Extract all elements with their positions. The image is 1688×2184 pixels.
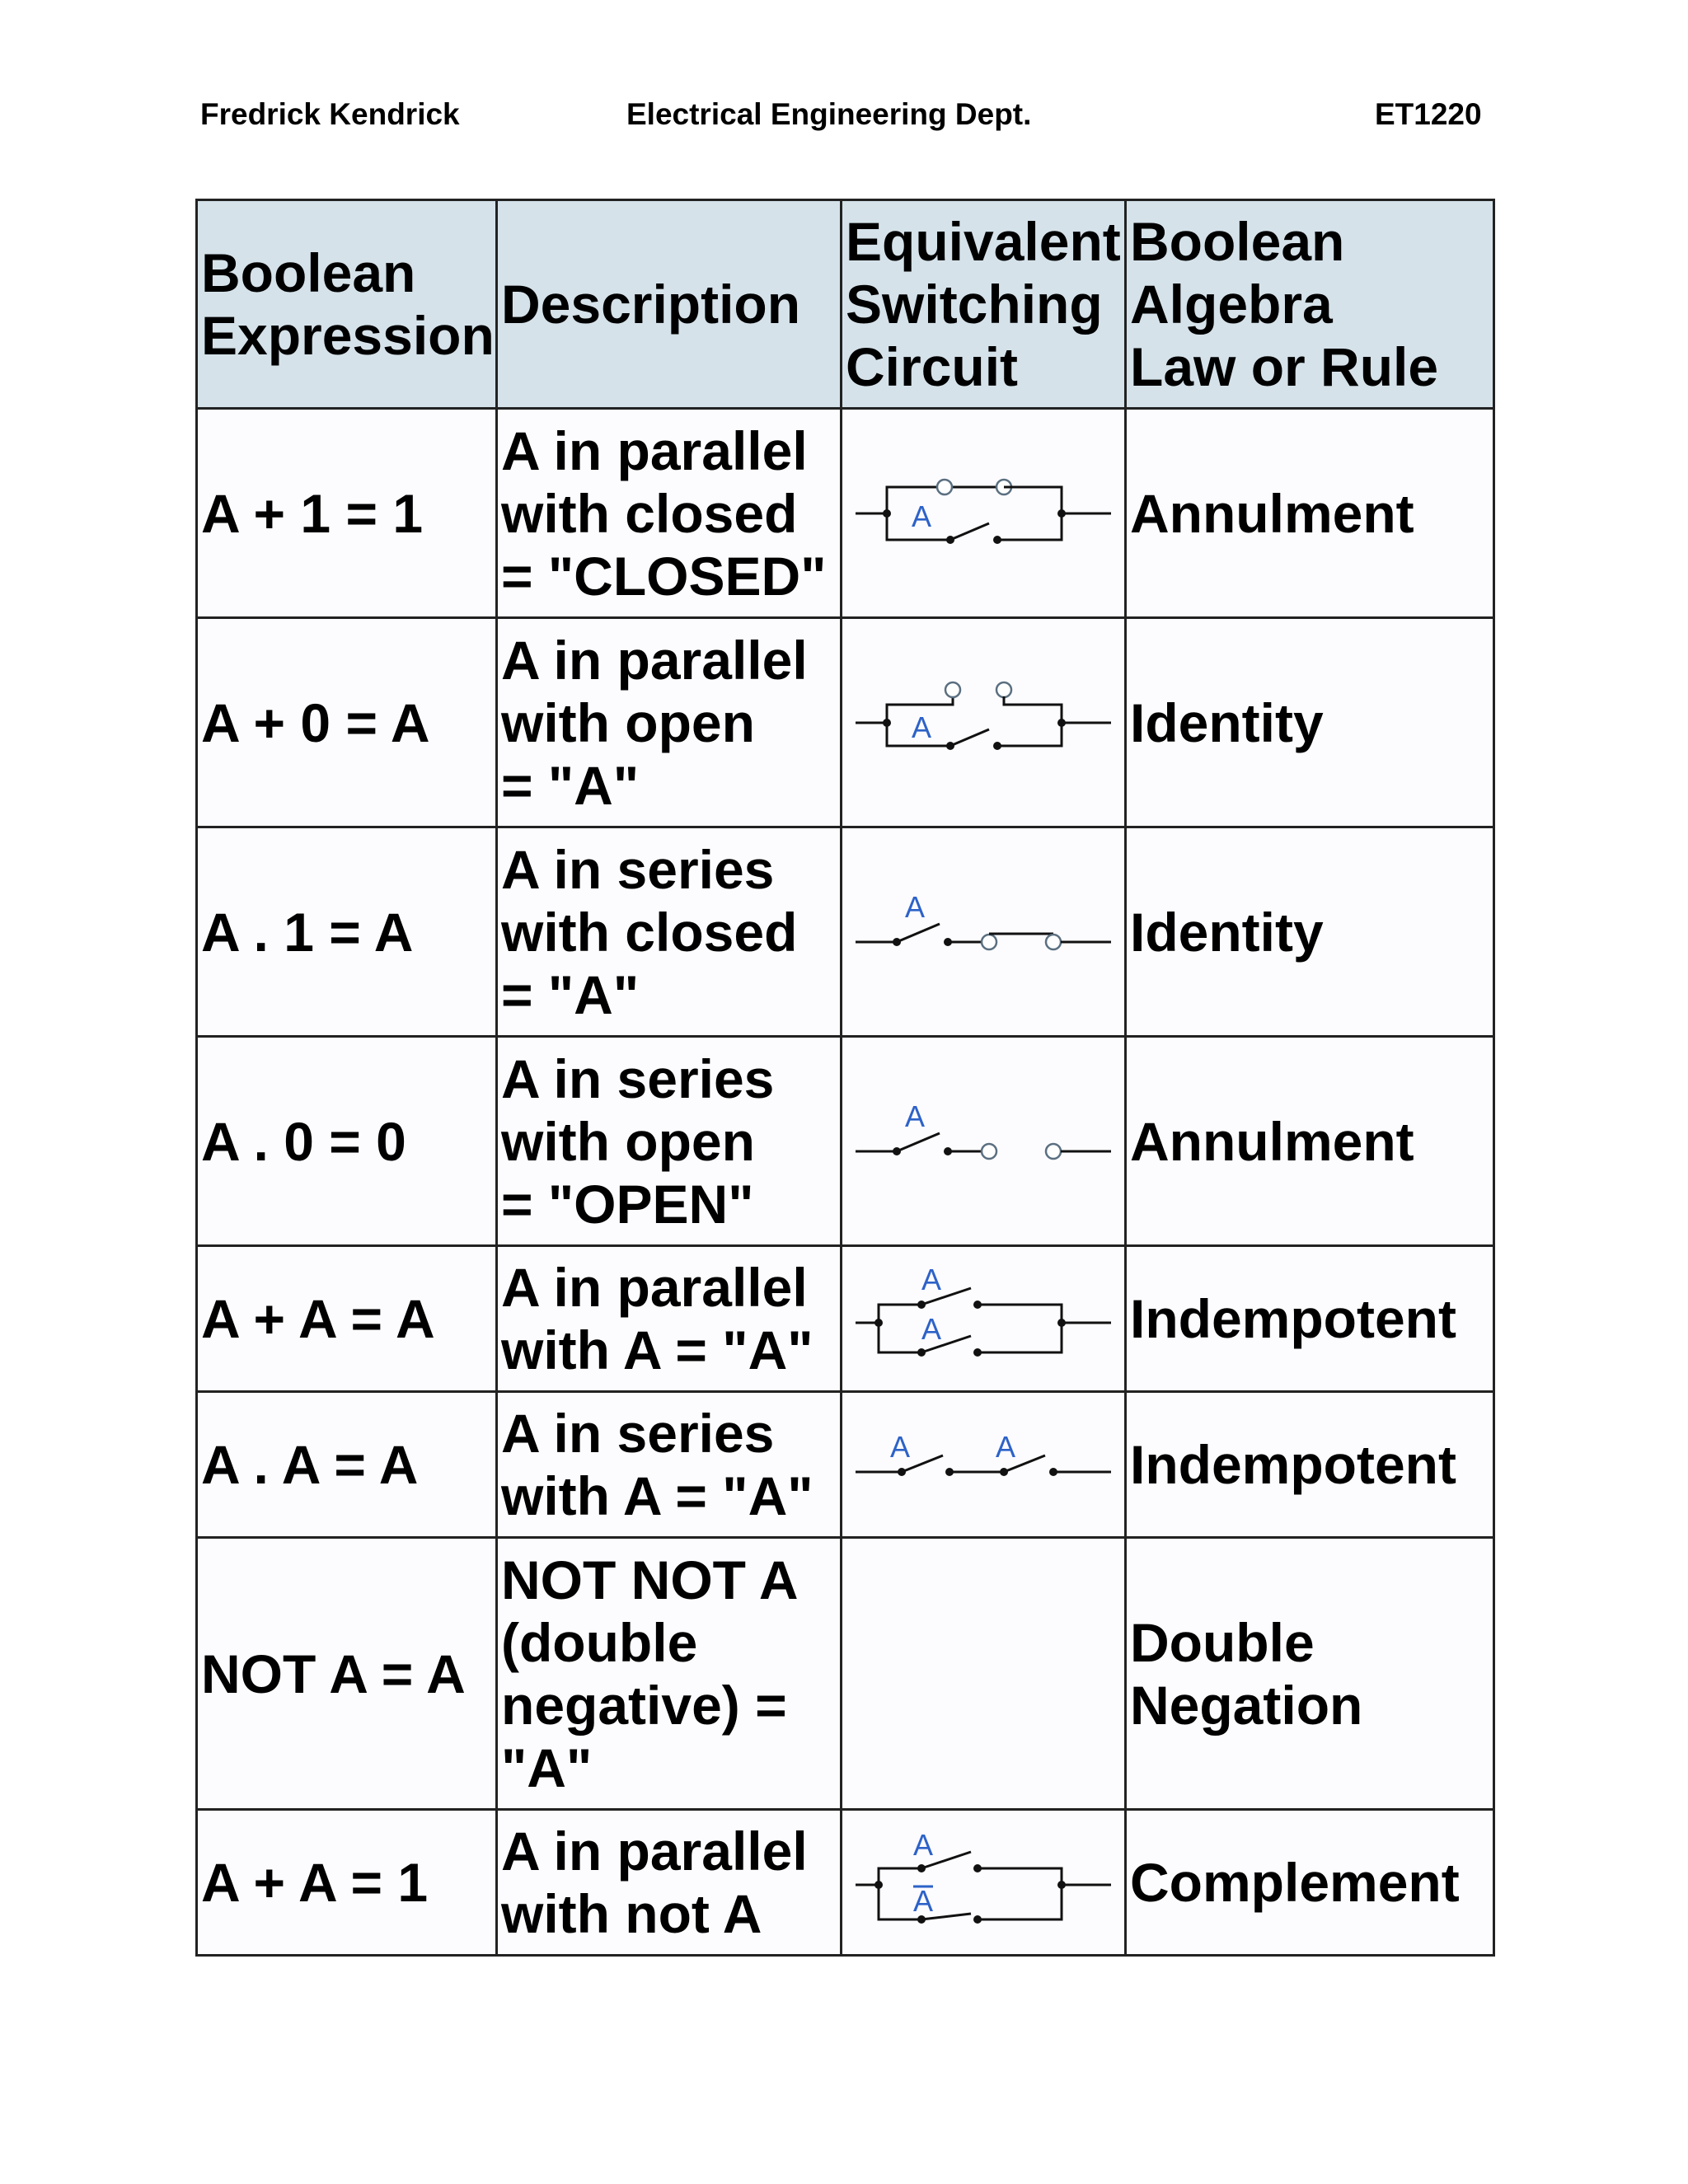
table-header-row xyxy=(197,200,1494,409)
column-header-law: Boolean Algebra Law or Rule xyxy=(1126,200,1494,409)
parallel-closed-circuit-diagram xyxy=(847,448,1119,579)
description-cell: A in series with open = "OPEN" xyxy=(497,1037,842,1246)
series-open-circuit-diagram xyxy=(847,1076,1119,1207)
circuit-cell xyxy=(842,827,1126,1037)
description-cell: A in series with A = "A" xyxy=(497,1392,842,1538)
expression-cell: A . 0 = 0 xyxy=(197,1037,497,1246)
switch-label: A xyxy=(890,1430,911,1464)
expression-cell: A + A = 1 xyxy=(197,1810,497,1956)
description-cell: NOT NOT A (double negative) = "A" xyxy=(497,1538,842,1810)
table-row xyxy=(197,827,1494,1037)
column-header-description: Description xyxy=(497,200,842,409)
law-cell: Double Negation xyxy=(1126,1538,1494,1810)
switch-label: A xyxy=(913,1828,934,1862)
switch-label: A xyxy=(921,1263,942,1296)
parallel-AA-circuit-diagram xyxy=(847,1257,1119,1380)
circuit-cell xyxy=(842,1810,1126,1956)
law-cell: Indempotent xyxy=(1126,1246,1494,1392)
circuit-cell-empty xyxy=(842,1538,1126,1810)
description-cell: A in series with closed = "A" xyxy=(497,827,842,1037)
header-department: Electrical Engineering Dept. xyxy=(626,97,1032,131)
description-cell: A in parallel with A = "A" xyxy=(497,1246,842,1392)
expression-cell: A . A = A xyxy=(197,1392,497,1538)
column-header-circuit: Equivalent Switching Circuit xyxy=(842,200,1126,409)
switch-label: A xyxy=(905,1099,926,1133)
parallel-A-notA-circuit-diagram xyxy=(847,1821,1119,1944)
circuit-cell xyxy=(842,409,1126,618)
expression-cell: A + 1 = 1 xyxy=(197,409,497,618)
table-row xyxy=(197,1392,1494,1538)
expression-cell: A + A = A xyxy=(197,1246,497,1392)
parallel-open-circuit-diagram xyxy=(847,657,1119,789)
table-row xyxy=(197,409,1494,618)
expression-cell: A + 0 = A xyxy=(197,618,497,827)
expression-cell: A . 1 = A xyxy=(197,827,497,1037)
table-row xyxy=(197,1810,1494,1956)
circuit-cell xyxy=(842,1037,1126,1246)
law-cell: Annulment xyxy=(1126,409,1494,618)
series-closed-circuit-diagram xyxy=(847,866,1119,998)
header-author: Fredrick Kendrick xyxy=(200,97,460,131)
switch-label: A xyxy=(996,1430,1016,1464)
table-row xyxy=(197,1037,1494,1246)
law-cell: Annulment xyxy=(1126,1037,1494,1246)
table-row xyxy=(197,1538,1494,1810)
switch-label: A xyxy=(905,889,926,924)
description-cell: A in parallel with closed = "CLOSED" xyxy=(497,409,842,618)
switch-label: A xyxy=(912,499,932,533)
description-cell: A in parallel with not A xyxy=(497,1810,842,1956)
table-row xyxy=(197,1246,1494,1392)
law-cell: Identity xyxy=(1126,618,1494,827)
boolean-laws-table xyxy=(195,199,1495,1957)
header-course: ET1220 xyxy=(1375,97,1482,131)
circuit-cell xyxy=(842,1246,1126,1392)
circuit-cell xyxy=(842,618,1126,827)
switch-label: A xyxy=(913,1884,934,1918)
series-AA-circuit-diagram xyxy=(847,1403,1119,1526)
switch-label: A xyxy=(921,1312,942,1346)
expression-cell: NOT A = A xyxy=(197,1538,497,1810)
law-cell: Identity xyxy=(1126,827,1494,1037)
law-cell: Indempotent xyxy=(1126,1392,1494,1538)
switch-label: A xyxy=(912,710,932,744)
law-cell: Complement xyxy=(1126,1810,1494,1956)
description-cell: A in parallel with open = "A" xyxy=(497,618,842,827)
table-row xyxy=(197,618,1494,827)
page-header xyxy=(0,97,1688,138)
circuit-cell xyxy=(842,1392,1126,1538)
column-header-expression: Boolean Expression xyxy=(197,200,497,409)
